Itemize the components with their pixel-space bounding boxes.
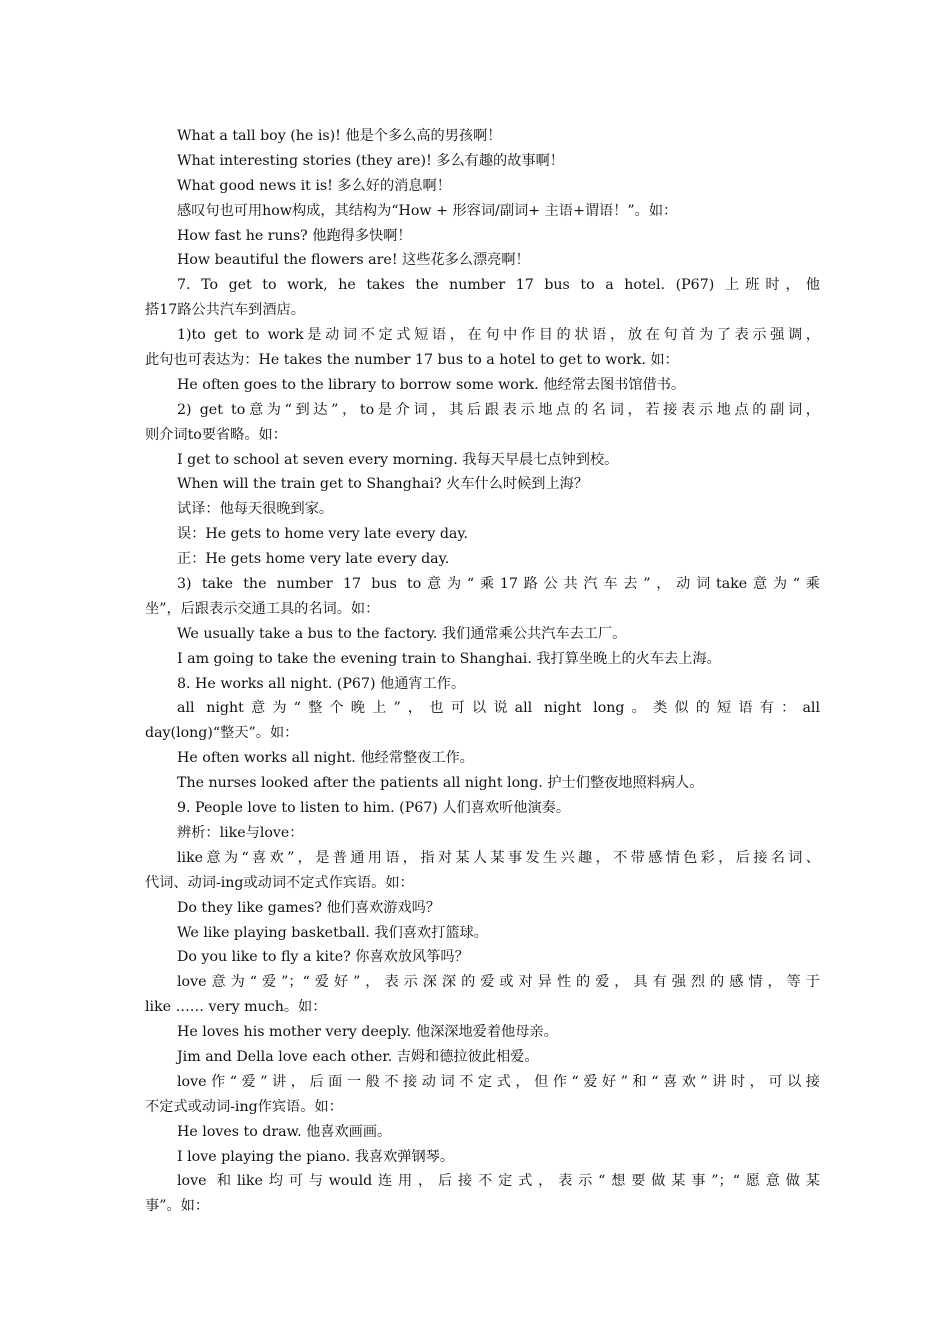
text-line: day(long)“整天”。如： [145, 725, 299, 742]
text-line: I get to school at seven every morning. 我每天早晨七点钟到校。 [177, 451, 619, 468]
text-line: 9. People love to listen to him. (P67) 人们喜欢听他演奏。 [177, 800, 571, 817]
text-line: What good news it is! 多么好的消息啊！ [177, 177, 451, 194]
text-line: When will the train get to Shanghai? 火车什么时候到上海？ [177, 476, 589, 493]
text-line: love作“爱”讲，后面一般不接动词不定式，但作“爱好”和“喜欢”讲时，可以接 [177, 1073, 820, 1090]
text-line: 正：He gets home very late every day. [177, 551, 450, 568]
text-line: 坐”，后跟表示交通工具的名词。如： [145, 600, 380, 617]
text-line: Do they like games? 他们喜欢游戏吗？ [177, 899, 441, 916]
text-line: 此句也可表达为：He takes the number 17 bus to a hotel to get to work. 如： [145, 352, 679, 369]
text-line: like意为“喜欢”，是普通用语，指对某人某事发生兴趣，不带感情色彩，后接名词、 [177, 849, 820, 866]
text-line: 事”。如： [145, 1198, 210, 1215]
text-line: He often goes to the library to borrow some work. 他经常去图书馆借书。 [177, 376, 686, 393]
text-line: 8. He works all night. (P67) 他通宵工作。 [177, 675, 466, 692]
text-line: 2) get to意为“到达”，to是介词，其后跟表示地点的名词，若接表示地点的副词， [177, 401, 820, 418]
text-line: He loves his mother very deeply. 他深深地爱着他母亲。 [177, 1024, 558, 1041]
text-line: He loves to draw. 他喜欢画画。 [177, 1123, 392, 1140]
text-line: We usually take a bus to the factory. 我们通常乘公共汽车去工厂。 [177, 625, 627, 642]
text-line: How fast he runs? 他跑得多快啊！ [177, 227, 412, 244]
text-line: The nurses looked after the patients all night long. 护士们整夜地照料病人。 [177, 775, 704, 792]
text-line: all night意为“整个晚上”，也可以说all night long。类似的短语有：all [177, 700, 820, 717]
text-line: 感叹句也可用how构成，其结构为“How + 形容词/副词+ 主语+谓语！”。如： [177, 202, 678, 219]
text-line: love意为“爱”；“爱好”，表示深深的爱或对异性的爱，具有强烈的感情，等于 [177, 974, 820, 991]
text-line: What interesting stories (they are)! 多么有趣的故事啊！ [177, 152, 564, 169]
text-line: He often works all night. 他经常整夜工作。 [177, 750, 474, 767]
text-line: 辨析：like与love： [177, 824, 304, 841]
text-line: 误：He gets to home very late every day. [177, 526, 469, 543]
text-line: love 和like均可与would连用，后接不定式，表示“想要做某事”；“愿意做某 [177, 1173, 820, 1190]
text-line: I am going to take the evening train to Shanghai. 我打算坐晚上的火车去上海。 [177, 650, 721, 667]
text-line: like …… very much。如： [145, 999, 327, 1016]
text-line: Do you like to fly a kite? 你喜欢放风筝吗？ [177, 949, 469, 966]
text-line: 试译：他每天很晚到家。 [177, 501, 334, 518]
text-line: 3) take the number 17 bus to意为“乘17路公共汽车去”，动词take意为“乘 [177, 576, 820, 593]
text-line: What a tall boy (he is)! 他是个多么高的男孩啊！ [177, 128, 502, 144]
text-line: 则介词to要省略。如： [145, 426, 287, 443]
text-line: How beautiful the flowers are! 这些花多么漂亮啊！ [177, 252, 530, 269]
text-line: 7. To get to work, he takes the number 17 bus to a hotel. (P67) 上班时，他 [177, 277, 820, 294]
text-line: 不定式或动词-ing作宾语。如： [145, 1098, 343, 1115]
text-line: 搭17路公共汽车到酒店。 [145, 302, 305, 319]
text-line: We like playing basketball. 我们喜欢打篮球。 [177, 924, 488, 941]
text-line: Jim and Della love each other. 吉姆和德拉彼此相爱。 [177, 1048, 539, 1065]
text-line: I love playing the piano. 我喜欢弹钢琴。 [177, 1148, 455, 1165]
text-line: 代词、动词-ing或动词不定式作宾语。如： [145, 874, 414, 891]
text-line: 1)to get to work是动词不定式短语，在句中作目的状语，放在句首为了表示强调， [177, 327, 820, 344]
